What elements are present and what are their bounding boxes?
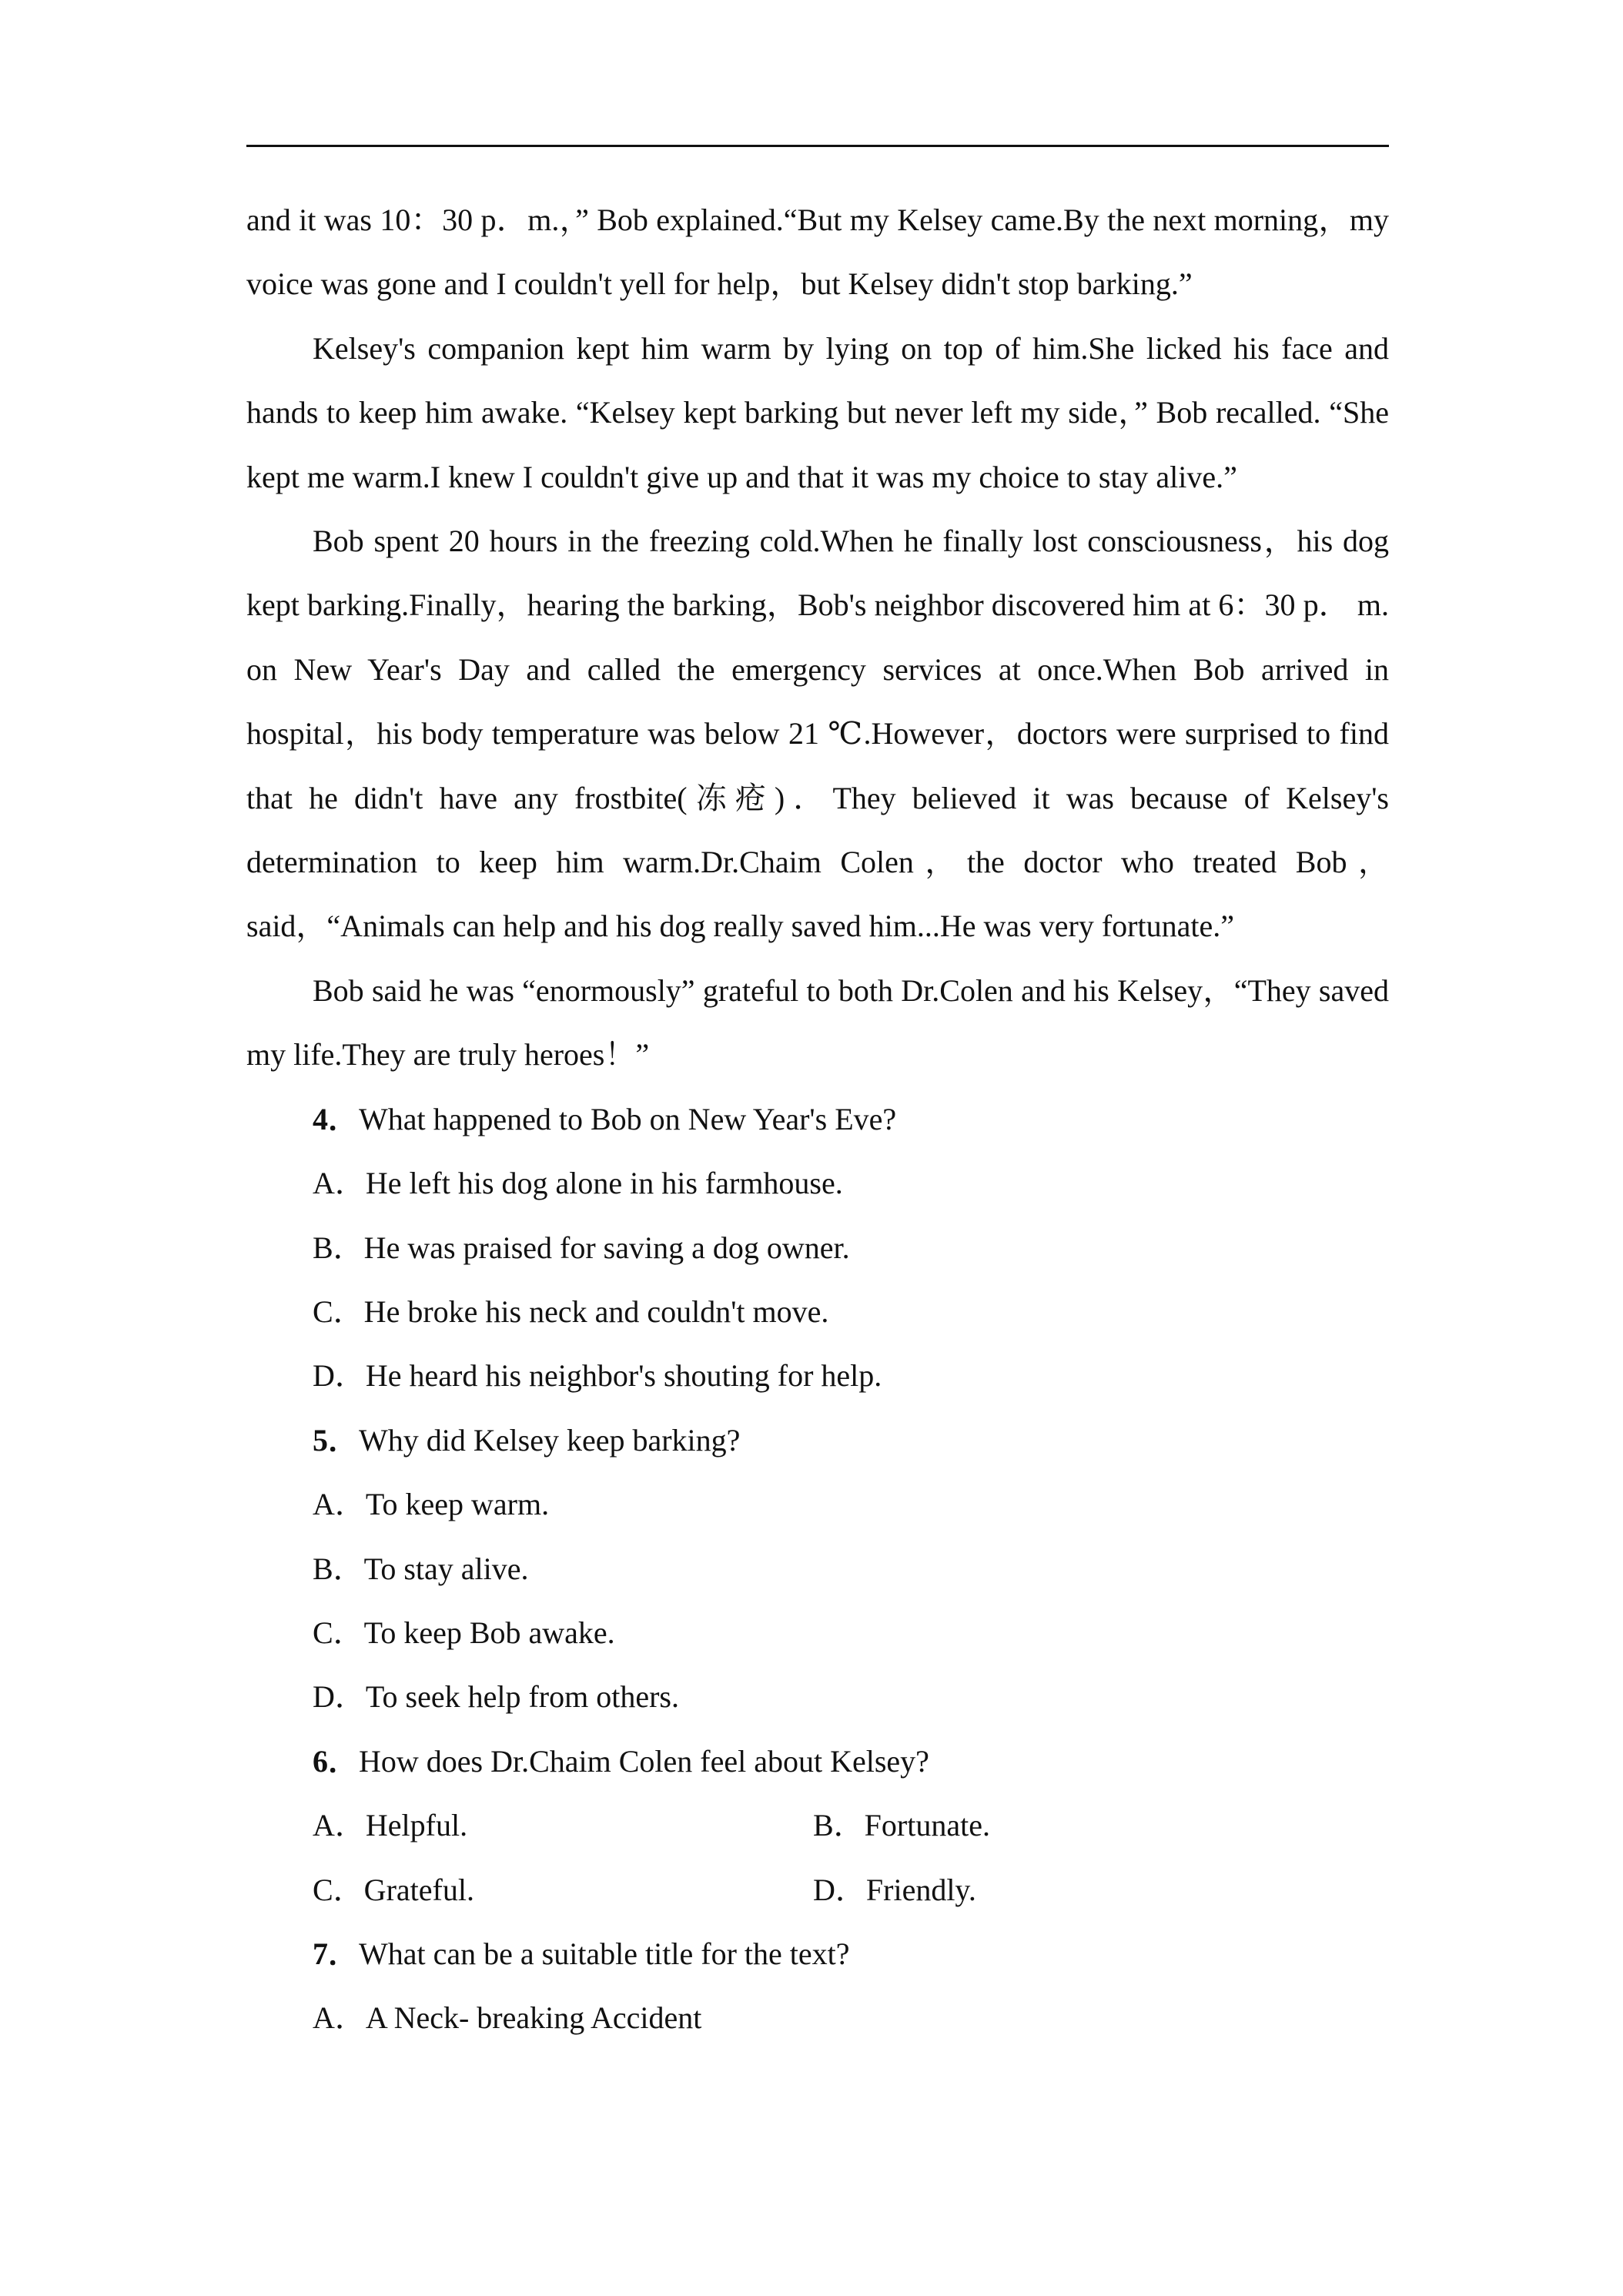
answer-option-row: [246, 1793, 1389, 1857]
answer-option: C．Grateful.: [313, 1872, 474, 1907]
answer-option: D．To seek help from others.: [313, 1679, 679, 1715]
answer-option: A．To keep warm.: [313, 1487, 550, 1522]
passage-paragraph: and it was 10：30 p．m.，” Bob explained.“But my Kelsey came.By the next morning，my voice was gone and I couldn't yell for help，but Kelsey didn't stop barking.”: [246, 202, 1389, 302]
passage-paragraph: Bob said he was “enormously” grateful to both Dr.Colen and his Kelsey，“They saved my life.They are truly heroes！”: [246, 972, 1389, 1073]
question-5: [246, 1408, 1389, 1472]
document-page: [246, 0, 1389, 2296]
passage-paragraph: Bob spent 20 hours in the freezing cold.When he finally lost consciousness，his dog kept barking.Finally，hearing the barking，Bob's neighbor discovered him at 6：30 p． m. on New Year's Day and called the emergency services at once.When Bob arrived in hospital，his body temperature was below 21 ℃.However，doctors were surprised to find that he didn't have any frostbite(冻疮)．They believed it was because of Kelsey's determination to keep him warm.Dr.Chaim Colen，the doctor who treated Bob，said，“Animals can help and his dog really saved him...He was very fortunate.”: [246, 524, 1389, 944]
header-rule: [246, 145, 1389, 147]
answer-option: D．He heard his neighbor's shouting for help.: [313, 1358, 882, 1394]
answer-option: A．He left his dog alone in his farmhouse.: [313, 1166, 843, 1201]
question-number: 4．: [313, 1101, 359, 1136]
question-text: What happened to Bob on New Year's Eve?: [359, 1101, 897, 1136]
question-text: What can be a suitable title for the text?: [359, 1936, 850, 1971]
answer-option: B．He was praised for saving a dog owner.: [313, 1230, 850, 1265]
passage-paragraph: Kelsey's companion kept him warm by lying on top of him.She licked his face and hands to keep him awake. “Kelsey kept barking but never left my side，” Bob recalled. “She kept me warm.I knew I couldn't give up and that it was my choice to stay alive.”: [246, 330, 1389, 494]
question-text: How does Dr.Chaim Colen feel about Kelsey?: [359, 1743, 929, 1779]
answer-option: C．He broke his neck and couldn't move.: [313, 1294, 829, 1329]
question-number: 5．: [313, 1422, 359, 1458]
question-6: [246, 1729, 1389, 1793]
question-text: Why did Kelsey keep barking?: [359, 1422, 741, 1458]
question-number: 6．: [313, 1743, 359, 1779]
answer-option: B．To stay alive.: [313, 1551, 529, 1586]
answer-option: B．Fortunate.: [813, 1808, 990, 1843]
question-4: [246, 1087, 1389, 1151]
question-7: [246, 1922, 1389, 1986]
answer-option: D．Friendly.: [813, 1872, 976, 1907]
answer-option-row: [246, 1858, 1389, 1922]
answer-option: C．To keep Bob awake.: [313, 1615, 615, 1650]
document-content: [246, 188, 1389, 2050]
question-number: 7．: [313, 1936, 359, 1971]
answer-option: A．Helpful.: [313, 1808, 468, 1843]
answer-option: A．A Neck- breaking Accident: [313, 2000, 702, 2036]
